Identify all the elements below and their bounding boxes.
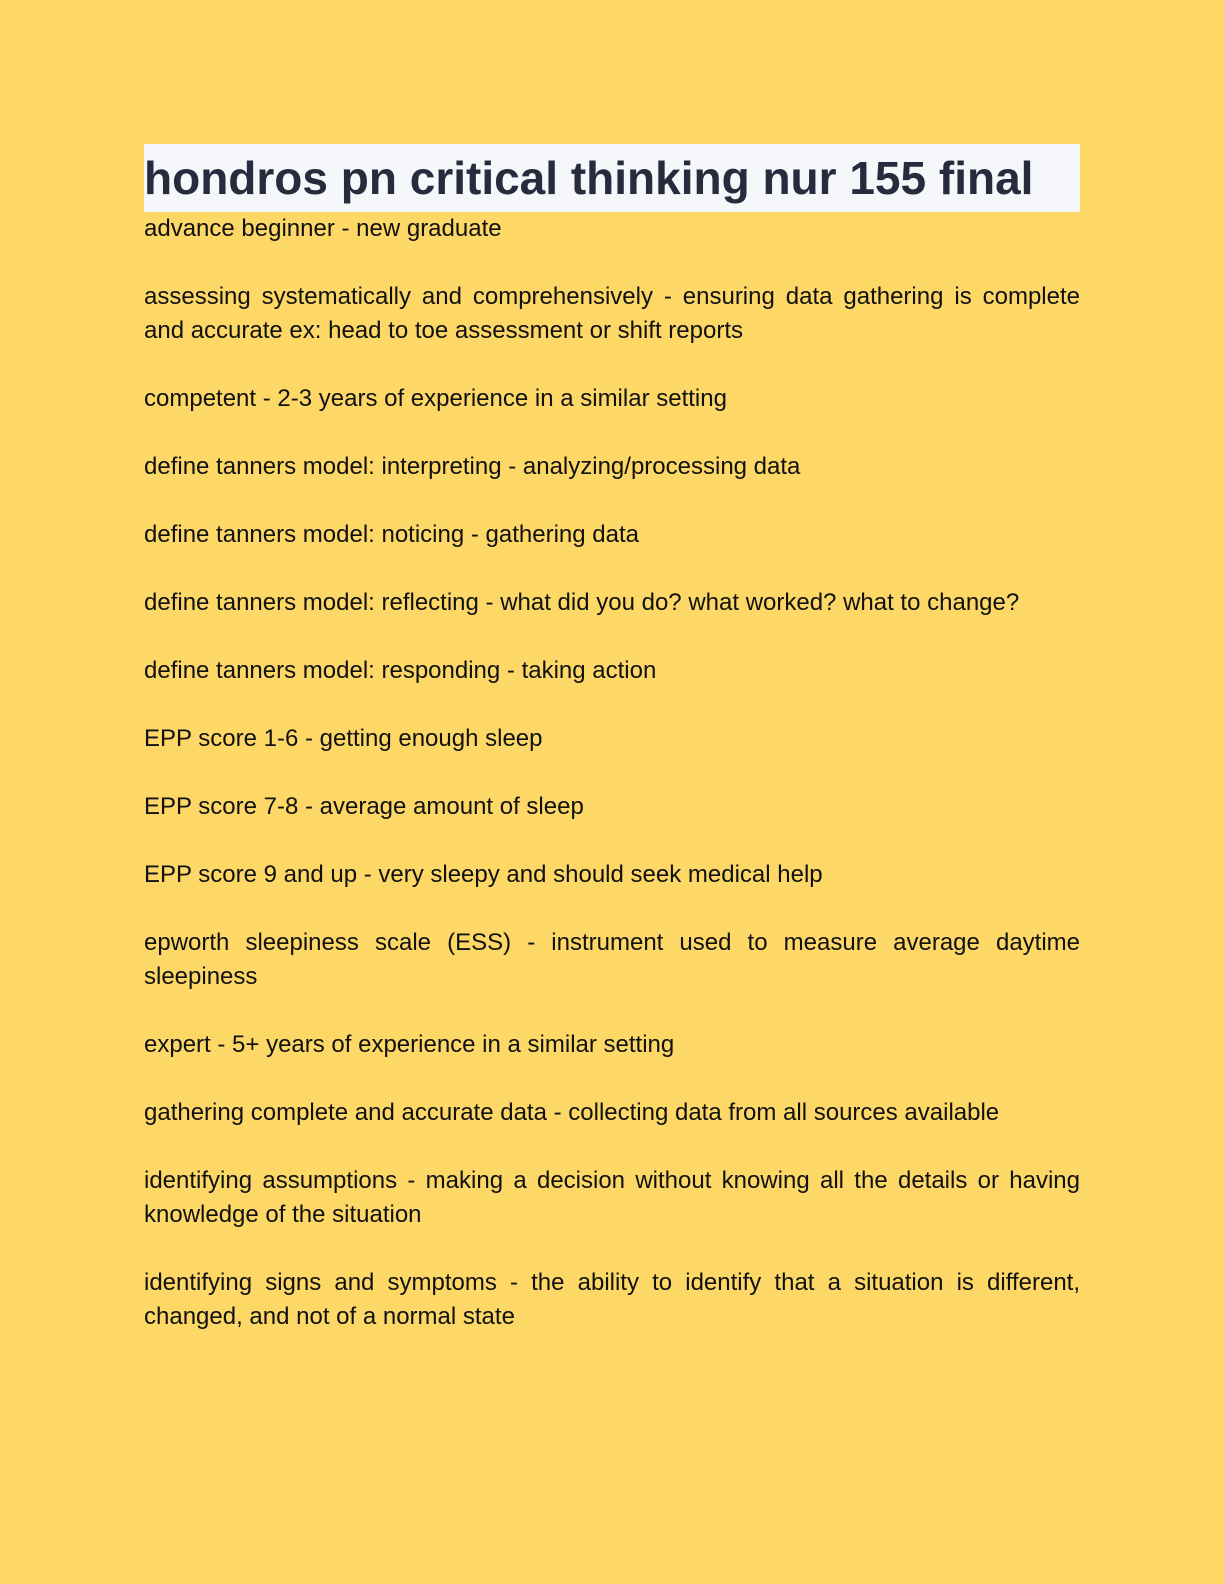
document-page bbox=[144, 144, 1080, 1368]
flashcard-entry: assessing systematically and comprehensively - ensuring data gathering is complete and accurate ex: head to toe assessment or shift reports bbox=[144, 283, 1080, 344]
flashcard-entry: define tanners model: interpreting - analyzing/processing data bbox=[144, 453, 801, 480]
flashcard-entry: define tanners model: reflecting - what did you do? what worked? what to change? bbox=[144, 589, 1020, 616]
flashcard-list bbox=[144, 212, 1080, 1334]
flashcard-entry: define tanners model: noticing - gathering data bbox=[144, 521, 639, 548]
flashcard-entry: expert - 5+ years of experience in a similar setting bbox=[144, 1031, 675, 1058]
flashcard-entry: identifying signs and symptoms - the ability to identify that a situation is different, changed, and not of a normal state bbox=[144, 1269, 1080, 1330]
flashcard-entry: EPP score 7-8 - average amount of sleep bbox=[144, 793, 584, 820]
flashcard-entry: define tanners model: responding - taking action bbox=[144, 657, 657, 684]
flashcard-entry: EPP score 9 and up - very sleepy and should seek medical help bbox=[144, 861, 823, 888]
flashcard-entry: EPP score 1-6 - getting enough sleep bbox=[144, 725, 543, 752]
flashcard-entry: gathering complete and accurate data - collecting data from all sources available bbox=[144, 1099, 1000, 1126]
flashcard-entry: competent - 2-3 years of experience in a similar setting bbox=[144, 385, 727, 412]
flashcard-entry: advance beginner - new graduate bbox=[144, 215, 502, 242]
flashcard-entry: identifying assumptions - making a decision without knowing all the details or having knowledge of the situation bbox=[144, 1167, 1080, 1228]
flashcard-entry: epworth sleepiness scale (ESS) - instrument used to measure average daytime sleepiness bbox=[144, 929, 1080, 990]
document-title: hondros pn critical thinking nur 155 final bbox=[144, 144, 1080, 212]
